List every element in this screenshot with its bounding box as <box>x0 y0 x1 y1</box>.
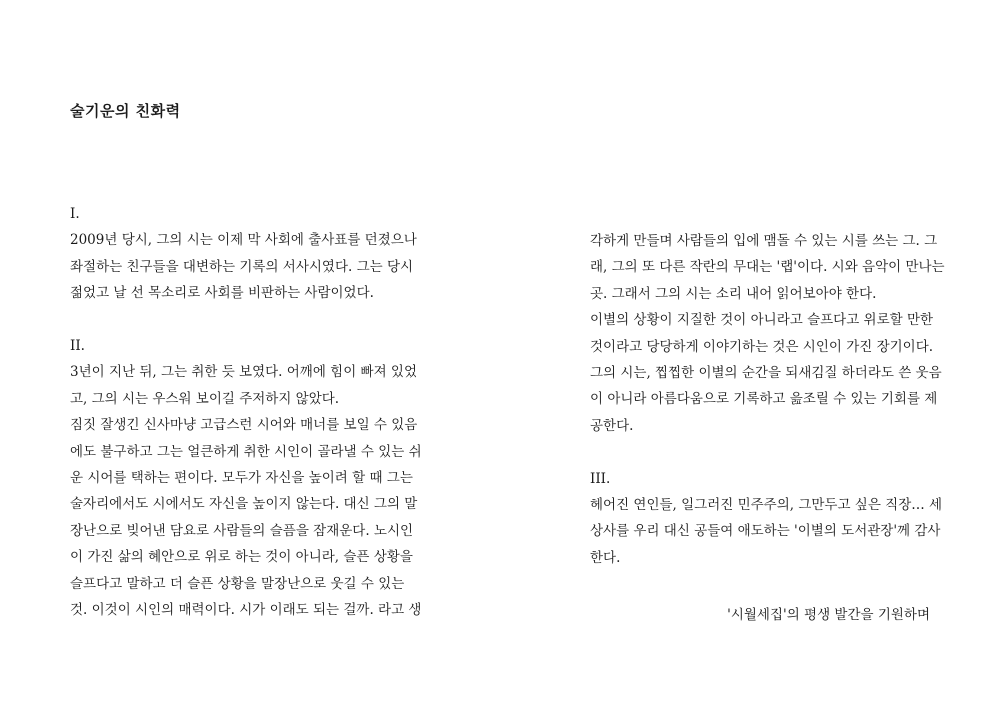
paragraph-line: 젊었고 날 선 목소리로 사회를 비판하는 사람이었다. <box>70 285 374 302</box>
left-column <box>70 201 422 623</box>
page-title: 술기운의 친화력 <box>70 102 181 120</box>
paragraph-line: 좌절하는 친구들을 대변하는 기록의 서사시였다. 그는 당시 <box>70 258 414 275</box>
paragraph-line: 술자리에서도 시에서도 자신을 높이지 않는다. 대신 그의 말 <box>70 496 418 513</box>
paragraph-line: 고, 그의 시는 우스워 보이길 주저하지 않았다. <box>70 390 340 407</box>
paragraph-line: 이별의 상황이 지질한 것이 아니라고 슬프다고 위로할 만한 <box>590 312 934 329</box>
paragraph-line: 곳. 그래서 그의 시는 소리 내어 읽어보아야 한다. <box>590 285 877 302</box>
paragraph-line: 장난으로 빚어낸 담요로 사람들의 슬픔을 잠재운다. 노시인 <box>70 522 414 539</box>
paragraph-line: 짐짓 잘생긴 신사마냥 고급스런 시어와 매너를 보일 수 있음 <box>70 417 418 434</box>
paragraph-line: 2009년 당시, 그의 시는 이제 막 사회에 출사표를 던졌으나 <box>70 232 417 249</box>
paragraph-line: 운 시어를 택하는 편이다. 모두가 자신을 높이려 할 때 그는 <box>70 470 413 487</box>
paragraph-line: 헤어진 연인들, 일그러진 민주주의, 그만두고 싶은 직장… 세 <box>590 497 943 514</box>
paragraph-line: 이 가진 삶의 혜안으로 위로 하는 것이 아니라, 슬픈 상황을 <box>70 549 413 566</box>
paragraph-line: 한다. <box>590 549 621 566</box>
closing-signature: '시월세집'의 평생 발간을 기원하며 <box>727 607 930 623</box>
paragraph-line: 이 아니라 아름다움으로 기록하고 읊조릴 수 있는 기회를 제 <box>590 391 938 408</box>
paragraph-line: 그의 시는, 찝찝한 이별의 순간을 되새김질 하더라도 쓴 웃음 <box>590 365 942 382</box>
paragraph-line: 슬프다고 말하고 더 슬픈 상황을 말장난으로 웃길 수 있는 <box>70 575 405 592</box>
paragraph-line: 것이라고 당당하게 이야기하는 것은 시인이 가진 장기이다. <box>590 338 934 355</box>
right-column <box>590 228 945 571</box>
paragraph-line: 3년이 지난 뒤, 그는 취한 듯 보였다. 어깨에 힘이 빠져 있었 <box>70 364 417 381</box>
paragraph-line: 공한다. <box>590 417 634 434</box>
section-number-1: I. <box>70 206 80 222</box>
paragraph-line: 에도 불구하고 그는 얼큰하게 취한 시인이 골라낼 수 있는 쉬 <box>70 443 422 460</box>
section-number-3: III. <box>590 470 611 487</box>
paragraph-line: 각하게 만들며 사람들의 입에 맴돌 수 있는 시를 쓰는 그. 그 <box>590 233 938 249</box>
paragraph-line: 래, 그의 또 다른 작란의 무대는 '랩'이다. 시와 음악이 만나는 <box>590 259 945 276</box>
paragraph-line: 상사를 우리 대신 공들여 애도하는 '이별의 도서관장'께 감사 <box>590 523 941 540</box>
section-number-2: II. <box>70 338 85 355</box>
paragraph-line: 것. 이것이 시인의 매력이다. 시가 이래도 되는 걸까. 라고 생 <box>70 602 422 619</box>
